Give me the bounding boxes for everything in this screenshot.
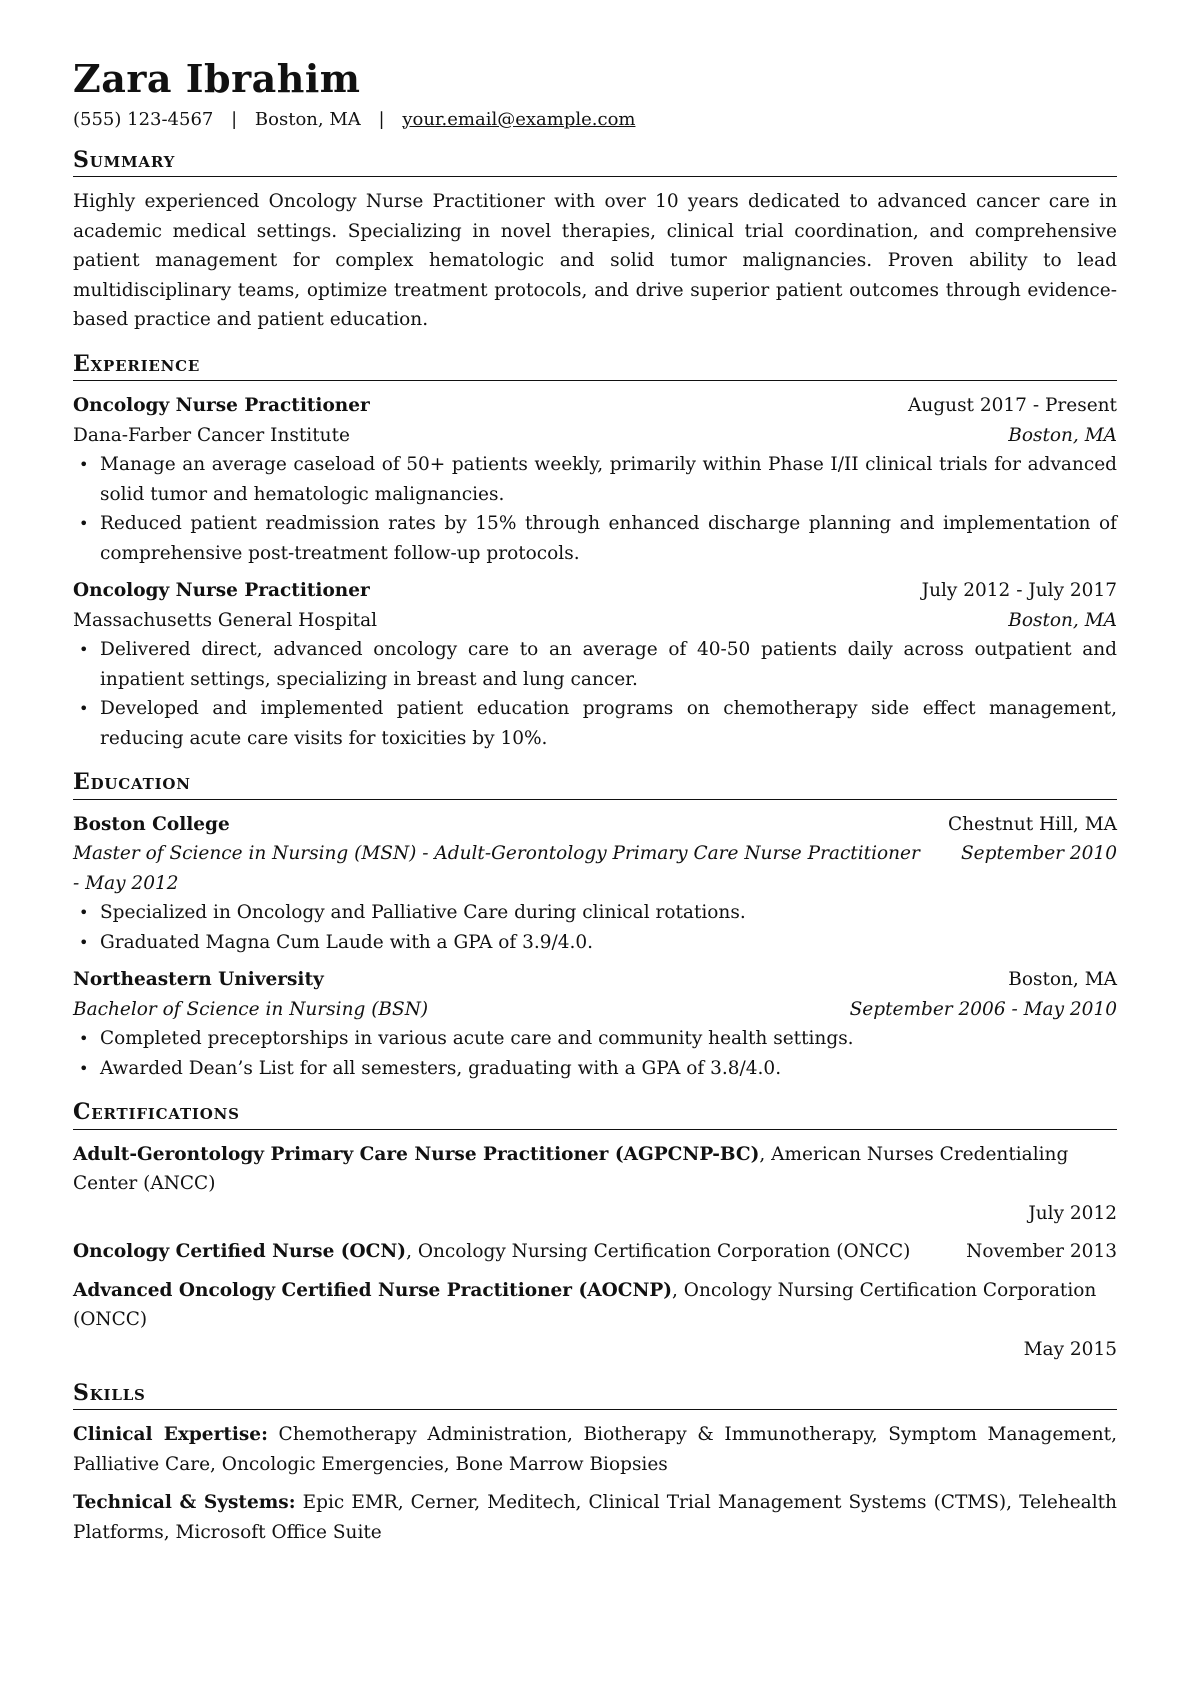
section-title-skills: Skills (73, 1380, 1117, 1410)
degree-dates: September 2010 (961, 843, 1117, 865)
job-location: Boston, MA (1008, 424, 1117, 446)
experience-section (73, 351, 1117, 753)
phone-number: (555) 123-4567 (73, 108, 214, 130)
skill-text: Chemotherapy Administration, Biotherapy & Immunotherapy, Symptom Management, Palliative Care, Oncologic Emergencies, Bone Marrow Biopsies (73, 1424, 1117, 1475)
education-entry (73, 810, 1117, 958)
education-bullets (73, 898, 1117, 957)
certification-name: Adult-Gerontology Primary Care Nurse Practitioner (AGPCNP-BC) (73, 1143, 760, 1165)
location-text: Boston, MA (254, 108, 361, 130)
skill-label: Technical & Systems: (73, 1492, 296, 1514)
section-title-summary: Summary (73, 147, 1117, 177)
job-employer: Massachusetts General Hospital (73, 609, 378, 631)
degree-name: Master of Science in Nursing (MSN) - Adult-Gerontology Primary Care Nurse Practitioner (73, 843, 920, 865)
education-entry (73, 965, 1117, 1083)
skill-group (73, 1488, 1117, 1547)
bullet-item: • Reduced patient readmission rates by 15% through enhanced discharge planning and implementation of comprehensive post-treatment follow-up protocols. (73, 509, 1117, 568)
skill-text: Epic EMR, Cerner, Meditech, Clinical Trial Management Systems (CTMS), Telehealth Platforms, Microsoft Office Suite (73, 1492, 1117, 1543)
job-role: Oncology Nurse Practitioner (73, 580, 370, 602)
certification-issuer: , Oncology Nursing Certification Corporation (ONCC) (406, 1241, 911, 1263)
job-bullets (73, 450, 1117, 568)
certification-item (73, 1140, 1117, 1229)
bullet-item: • Specialized in Oncology and Palliative Care during clinical rotations. (73, 898, 1117, 928)
summary-section (73, 147, 1117, 335)
school-location: Chestnut Hill, MA (947, 813, 1117, 835)
section-title-certifications: Certifications (73, 1099, 1117, 1129)
bullet-item: • Awarded Dean’s List for all semesters, graduating with a GPA of 3.8/4.0. (73, 1054, 1117, 1084)
job-bullets (73, 635, 1117, 753)
job-location: Boston, MA (1008, 609, 1117, 631)
certification-name: Oncology Certified Nurse (OCN) (73, 1241, 407, 1263)
summary-text: Highly experienced Oncology Nurse Practitioner with over 10 years dedicated to advanced cancer care in academic medical settings. Specializing in novel therapies, clinical trial coordination, and comprehensive patient management for complex hematologic and solid tumor malignancies. Proven ability to lead multidisciplinary teams, optimize treatment protocols, and drive superior patient outcomes through evidence-based practice and patient education. (73, 191, 1117, 331)
certification-name: Advanced Oncology Certified Nurse Practitioner (AOCNP) (73, 1279, 673, 1301)
skills-section (73, 1380, 1117, 1547)
certifications-section (73, 1099, 1117, 1364)
education-section (73, 769, 1117, 1083)
experience-entry (73, 576, 1117, 753)
certification-issuer: , American Nurses Credentialing Center (ANCC) (73, 1143, 1069, 1195)
school-location: Boston, MA (1008, 969, 1117, 991)
degree-dates: September 2006 - May 2010 (849, 998, 1117, 1020)
job-employer: Dana-Farber Cancer Institute (73, 424, 350, 446)
job-dates: August 2017 - Present (908, 395, 1117, 417)
school-name: Northeastern University (73, 969, 324, 991)
section-title-education: Education (73, 769, 1117, 799)
certification-date: May 2015 (1023, 1338, 1117, 1360)
bullet-item: • Completed preceptorships in various acute care and community health settings. (73, 1024, 1117, 1054)
experience-entry (73, 391, 1117, 568)
job-role: Oncology Nurse Practitioner (73, 395, 370, 417)
candidate-name: Zara Ibrahim (73, 56, 361, 101)
job-dates: July 2012 - July 2017 (921, 580, 1117, 602)
education-bullets (73, 1024, 1117, 1083)
bullet-item: • Graduated Magna Cum Laude with a GPA of 3.9/4.0. (73, 928, 1117, 958)
bullet-item: • Developed and implemented patient education programs on chemotherapy side effect management, reducing acute care visits for toxicities by 10%. (73, 694, 1117, 753)
skill-label: Clinical Expertise: (73, 1424, 268, 1446)
degree-name: Bachelor of Science in Nursing (BSN) (73, 998, 429, 1020)
section-title-experience: Experience (73, 351, 1117, 381)
contact-line (73, 108, 1117, 131)
school-name: Boston College (73, 813, 230, 835)
certification-item (73, 1237, 1117, 1267)
contact-separator: | (378, 108, 385, 130)
bullet-item: • Manage an average caseload of 50+ patients weekly, primarily within Phase I/II clinical trials for advanced solid tumor and hematologic malignancies. (73, 450, 1117, 509)
certification-item (73, 1276, 1117, 1365)
certification-issuer: , Oncology Nursing Certification Corporation (ONCC) (73, 1279, 1097, 1331)
bullet-item: • Delivered direct, advanced oncology care to an average of 40-50 patients daily across outpatient and inpatient settings, specializing in breast and lung cancer. (73, 635, 1117, 694)
email-link[interactable]: your.email@example.com (402, 108, 636, 130)
contact-separator: | (231, 108, 238, 130)
degree-dates-continued: - May 2012 (73, 872, 179, 894)
certification-date: November 2013 (966, 1241, 1117, 1263)
skill-group (73, 1420, 1117, 1479)
certification-date: July 2012 (1028, 1202, 1117, 1224)
